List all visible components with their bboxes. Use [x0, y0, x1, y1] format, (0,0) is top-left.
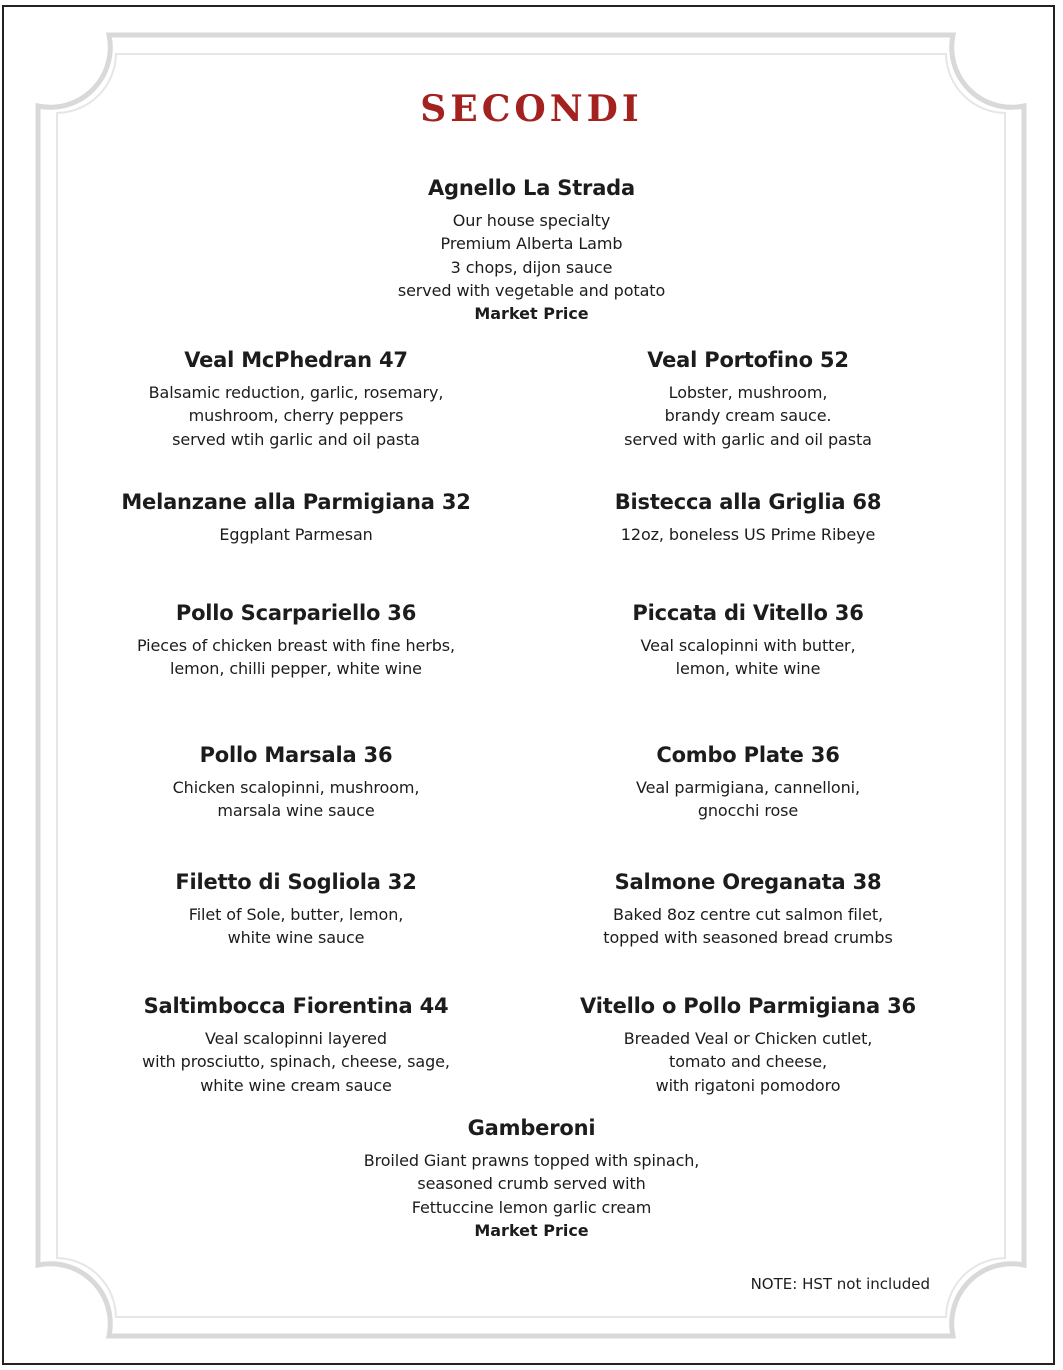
- menu-item-description: Eggplant Parmesan: [219, 525, 373, 544]
- menu-item-name: Bistecca alla Griglia 68: [614, 490, 882, 514]
- menu-item-salmone-oreganata: [548, 868, 948, 950]
- menu-item-vitello-o-pollo: [548, 992, 948, 1097]
- menu-item-description: Lobster, mushroom,: [668, 383, 828, 402]
- menu-item-description: Veal scalopinni layered: [205, 1029, 387, 1048]
- menu-item-bistecca: [548, 488, 948, 546]
- menu-item-name: Melanzane alla Parmigiana 32: [121, 490, 471, 514]
- menu-item-description: served with vegetable and potato: [397, 280, 666, 300]
- menu-item-saltimbocca: [96, 992, 496, 1097]
- menu-item-name: Pollo Scarpariello 36: [175, 601, 417, 625]
- menu-item-name: Veal McPhedran 47: [184, 348, 408, 372]
- menu-item-description: marsala wine sauce: [217, 801, 375, 821]
- menu-item-price: Market Price: [474, 1220, 589, 1240]
- menu-item-description: 12oz, boneless US Prime Ribeye: [620, 525, 876, 544]
- menu-item-description: seasoned crumb served with: [417, 1174, 646, 1194]
- menu-item-name: Piccata di Vitello 36: [632, 601, 864, 625]
- menu-item-pollo-marsala: [96, 741, 496, 823]
- menu-item-name: Pollo Marsala 36: [199, 743, 393, 767]
- menu-item-melanzane: [96, 488, 496, 546]
- menu-item-description: served with garlic and oil pasta: [624, 429, 872, 449]
- menu-item-description: Fettuccine lemon garlic cream: [411, 1197, 652, 1217]
- menu-item-description: Chicken scalopinni, mushroom,: [172, 778, 420, 797]
- menu-item-name: Veal Portofino 52: [647, 348, 849, 372]
- menu-item-name: Salmone Oreganata 38: [614, 870, 882, 894]
- menu-item-featured-top: [0, 174, 1063, 325]
- menu-item-description: lemon, white wine: [675, 659, 821, 679]
- menu-item-featured-bottom: [0, 1114, 1063, 1242]
- menu-item-description: served wtih garlic and oil pasta: [172, 429, 420, 449]
- menu-item-veal-mcphedran: [96, 346, 496, 451]
- menu-item-description: mushroom, cherry peppers: [188, 406, 404, 426]
- menu-item-description: lemon, chilli pepper, white wine: [170, 659, 422, 679]
- menu-item-name: Filetto di Sogliola 32: [175, 870, 417, 894]
- menu-section-title: SECONDI: [420, 88, 643, 130]
- menu-item-description: brandy cream sauce.: [664, 406, 832, 426]
- menu-item-description: Our house specialty: [452, 211, 611, 230]
- menu-item-description: Balsamic reduction, garlic, rosemary,: [148, 383, 444, 402]
- menu-item-description: white wine sauce: [227, 928, 365, 948]
- menu-item-pollo-scarpariello: [96, 599, 496, 681]
- menu-item-description: gnocchi rose: [697, 801, 799, 821]
- menu-item-name: Vitello o Pollo Parmigiana 36: [580, 994, 916, 1018]
- menu-item-description: Veal scalopinni with butter,: [640, 636, 856, 655]
- menu-item-name: Gamberoni: [467, 1116, 596, 1140]
- menu-item-description: Premium Alberta Lamb: [440, 234, 623, 254]
- menu-item-combo-plate: [548, 741, 948, 823]
- menu-item-veal-portofino: [548, 346, 948, 451]
- menu-item-description: Baked 8oz centre cut salmon filet,: [612, 905, 884, 924]
- menu-item-piccata-di-vitello: [548, 599, 948, 681]
- menu-item-description: tomato and cheese,: [669, 1052, 827, 1072]
- tax-note: NOTE: HST not included: [750, 1275, 930, 1293]
- menu-item-description: with prosciutto, spinach, cheese, sage,: [142, 1052, 450, 1072]
- menu-item-description: Filet of Sole, butter, lemon,: [188, 905, 404, 924]
- menu-item-description: Pieces of chicken breast with fine herbs,: [136, 636, 456, 655]
- menu-item-description: 3 chops, dijon sauce: [450, 257, 613, 277]
- menu-item-description: Veal parmigiana, cannelloni,: [636, 778, 860, 797]
- menu-item-price: Market Price: [474, 304, 589, 324]
- menu-item-description: topped with seasoned bread crumbs: [603, 928, 893, 948]
- menu-item-description: Broiled Giant prawns topped with spinach,: [363, 1151, 700, 1170]
- menu-item-filetto-di-sogliola: [96, 868, 496, 950]
- menu-item-name: Saltimbocca Fiorentina 44: [143, 994, 449, 1018]
- menu-item-description: Breaded Veal or Chicken cutlet,: [623, 1029, 873, 1048]
- menu-item-name: Combo Plate 36: [656, 743, 840, 767]
- menu-item-name: Agnello La Strada: [428, 176, 635, 200]
- menu-item-description: white wine cream sauce: [200, 1075, 392, 1095]
- menu-item-description: with rigatoni pomodoro: [655, 1075, 841, 1095]
